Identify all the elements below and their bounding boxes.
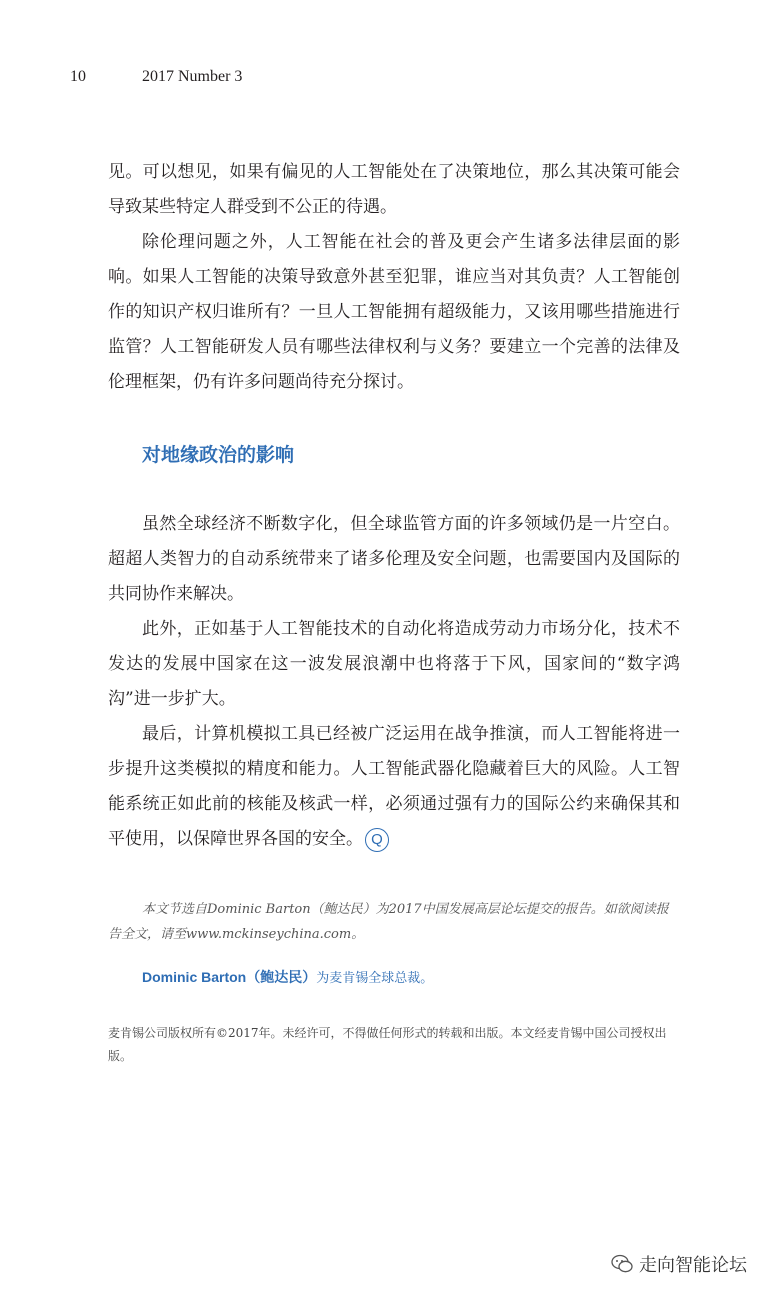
copyright-notice: 麦肯锡公司版权所有©2017年。未经许可，不得做任何形式的转载和出版。本文经麦肯锡中国公司授权出版。 bbox=[108, 1026, 667, 1063]
author-bio bbox=[142, 967, 433, 987]
source-note: 本文节选自Dominic Barton（鲍达民）为2017中国发展高层论坛提交的报告。如欲阅读报告全文，请至www.mckinseychina.com。 bbox=[108, 902, 669, 942]
section-continuation bbox=[108, 155, 680, 400]
issue-label: 2017 Number 3 bbox=[142, 68, 243, 85]
end-mark-icon: Q bbox=[365, 828, 389, 852]
paragraph-final bbox=[108, 717, 680, 857]
section-geopolitics bbox=[108, 507, 680, 857]
author-title: 为麦肯锡全球总裁。 bbox=[316, 971, 434, 986]
author-name: Dominic Barton（鲍达民） bbox=[142, 969, 317, 985]
paragraph: 虽然全球经济不断数字化，但全球监管方面的许多领域仍是一片空白。超超人类智力的自动系统带来了诸多伦理及安全问题，也需要国内及国际的共同协作来解决。 bbox=[108, 514, 680, 604]
page-number: 10 bbox=[70, 68, 86, 85]
paragraph: 除伦理问题之外，人工智能在社会的普及更会产生诸多法律层面的影响。如果人工智能的决策导致意外甚至犯罪，谁应当对其负责？人工智能创作的知识产权归谁所有？一旦人工智能拥有超级能力，又该用哪些措施进行监管？人工智能研发人员有哪些法律权利与义务？要建立一个完善的法律及伦理框架，仍有许多问题尚待充分探讨。 bbox=[108, 232, 680, 392]
wechat-icon bbox=[611, 1254, 633, 1274]
watermark bbox=[611, 1251, 747, 1277]
paragraph: 此外，正如基于人工智能技术的自动化将造成劳动力市场分化，技术不发达的发展中国家在这一波发展浪潮中也将落于下风，国家间的“数字鸿沟”进一步扩大。 bbox=[108, 619, 680, 709]
paragraph: 见。可以想见，如果有偏见的人工智能处在了决策地位，那么其决策可能会导致某些特定人群受到不公正的待遇。 bbox=[108, 162, 680, 217]
paragraph-text: 最后，计算机模拟工具已经被广泛运用在战争推演，而人工智能将进一步提升这类模拟的精度和能力。人工智能武器化隐藏着巨大的风险。人工智能系统正如此前的核能及核武一样，必须通过强有力的国际公约来确保其和平使用，以保障世界各国的安全。 bbox=[108, 724, 680, 849]
section-heading: 对地缘政治的影响 bbox=[142, 444, 295, 466]
watermark-text: 走向智能论坛 bbox=[639, 1255, 747, 1276]
